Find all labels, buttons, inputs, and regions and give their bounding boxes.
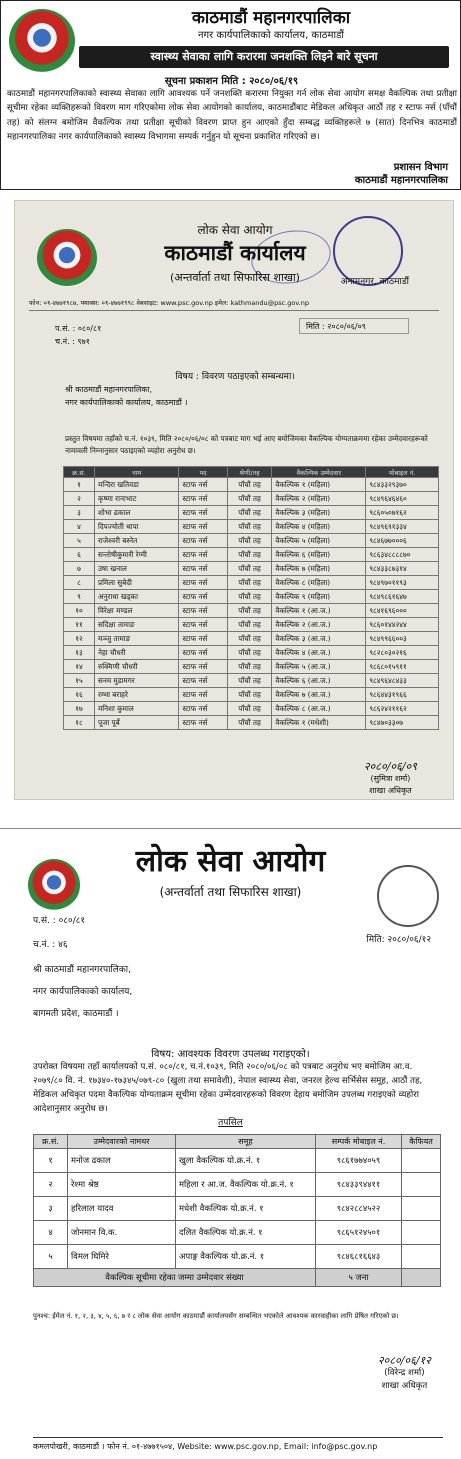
notice-title: काठमाडौं महानगरपालिका: [191, 8, 351, 28]
table-cell: वैकल्पिक ६ (आ.ज.): [272, 674, 366, 688]
table-cell: ९८६२४२११६२: [366, 702, 439, 716]
signature-scribble: २०८०/०६/१२: [377, 1354, 431, 1367]
letter1-contact-line: फोन: ०१-४७७१९८७, फ्याक्स: ०१-४७७१९९८ वेबसाइट: www.psc.gov.np इमेल: kathmandu@psc.gov.np: [29, 298, 439, 311]
signature-scribble: २०८०/०६/०९: [363, 760, 417, 773]
table-cell: रम्भा बराहरे: [94, 688, 178, 702]
table-cell: वैकल्पिक १ (आ.ज.): [272, 604, 366, 618]
table-row: [64, 688, 439, 702]
table-cell: मञ्जु तामाङ: [94, 632, 178, 646]
table-cell: पाँचौं तह: [227, 674, 272, 688]
table-cell: अनुराधा खड्का: [94, 590, 178, 604]
table-cell: ११: [64, 618, 95, 632]
table-cell: स्टाफ नर्स: [179, 506, 227, 520]
table-header: उम्मेदवारको नामथर: [68, 1135, 176, 1149]
table-cell: ९८४९८६१६४७: [366, 590, 439, 604]
table-cell: ९८४९६४६४६०: [366, 492, 439, 506]
letter2-branch: (अन्तर्वार्ता तथा सिफारिस शाखा): [159, 885, 302, 899]
table-cell: सदिक्षा तामाङ: [94, 618, 178, 632]
table-cell: दिपज्योती थापा: [94, 520, 178, 534]
table-row: [64, 548, 439, 562]
table-cell: १: [64, 478, 95, 492]
table-cell: ९८२८०३०२१६: [366, 646, 439, 660]
table-cell: ९८४९६४८४३३: [366, 674, 439, 688]
table-cell: १३: [64, 646, 95, 660]
table-row: [64, 478, 439, 492]
table-cell: पाँचौं तह: [227, 576, 272, 590]
table-cell: अपाङ्ग वैकल्पिक यो.क्र.नं. १: [176, 1245, 316, 1269]
table-row: [64, 632, 439, 646]
table-cell: स्टाफ नर्स: [179, 562, 227, 576]
table-cell: पाँचौं तह: [227, 492, 272, 506]
letter2-sign-title: शाखा अधिकृत: [381, 1381, 428, 1391]
table-cell: पाँचौं तह: [227, 632, 272, 646]
table-cell: वैकल्पिक १ (महिला): [272, 478, 366, 492]
table-row: [64, 520, 439, 534]
table-cell: पाँचौं तह: [227, 506, 272, 520]
table-cell: [402, 1221, 441, 1245]
public-notice: [0, 0, 461, 190]
table-cell: रेश्मा श्रेष्ठ: [68, 1173, 176, 1197]
table-row: [64, 716, 439, 730]
table-header: नाम: [94, 467, 178, 478]
letter1-sign-name: (सुमित्रा शर्मा): [370, 774, 411, 783]
table-cell: वैकल्पिक ५ (महिला): [272, 534, 366, 548]
table-cell: १४: [64, 660, 95, 674]
table-cell: ९८६३४८८८८७०: [366, 548, 439, 562]
letter2-subject: विषय: आवश्यक विवरण उपलब्ध गराइएको।: [151, 1049, 310, 1060]
table-cell: रुक्मिणी चौधरी: [94, 660, 178, 674]
letter1-office-title: काठमाडौं कार्यालय: [164, 241, 306, 265]
letter2-title: लोक सेवा आयोग: [135, 844, 326, 879]
table-cell: वैकल्पिक ५ (आ.ज.): [272, 660, 366, 674]
table-cell: [402, 1149, 441, 1173]
notice-sign-dept: प्रशासन विभाग: [393, 162, 448, 173]
notice-banner: स्वास्थ्य सेवाका लागि करारमा जनशक्ति लिइने बारे सूचना: [79, 46, 449, 68]
table-row: [64, 534, 439, 548]
table-row: [64, 562, 439, 576]
table-cell: वैकल्पिक ७ (आ.ज.): [272, 688, 366, 702]
table-cell: वैकल्पिक ४ (महिला): [272, 520, 366, 534]
table-cell: स्टाफ नर्स: [179, 674, 227, 688]
table-header: कैफियत: [402, 1135, 441, 1149]
table-row: [64, 618, 439, 632]
table-cell: १५: [64, 674, 95, 688]
letter1-signature: [364, 761, 417, 797]
table-row: [34, 1245, 441, 1269]
table-cell: स्टाफ नर्स: [179, 702, 227, 716]
table-cell: ३: [64, 506, 95, 520]
table-cell: ५: [64, 534, 95, 548]
table-cell: ९८४९६९१३३४: [366, 520, 439, 534]
table-cell: स्टाफ नर्स: [179, 604, 227, 618]
table-cell: नेहा चौधरी: [94, 646, 178, 660]
table-cell: ९८६५१२४५०१: [316, 1221, 402, 1245]
table-header-row: [34, 1135, 441, 1149]
table-cell: वैकल्पिक ८ (महिला): [272, 576, 366, 590]
table-cell: शोभा ढकाल: [94, 506, 178, 520]
table-header: क्र.सं.: [34, 1135, 68, 1149]
table-row: [64, 492, 439, 506]
table-cell: मन्दिरा खतिवडा: [94, 478, 178, 492]
table-header: सम्पर्क मोबाइल नं.: [316, 1135, 402, 1149]
table-cell: वैकल्पिक ४ (आ.ज.): [272, 646, 366, 660]
notice-sign-org: काठमाडौं महानगरपालिका: [354, 175, 448, 186]
table-header: वैकल्पिक उम्मेदवार: [272, 467, 366, 478]
notice-body: काठमाडौं महानगरपालिकाको स्वास्थ्य सेवाका लागि आवश्यक पर्ने जनशक्ति करारमा नियुक्त गर्न लोक सेवा आयोग समक्ष वैकल्पिक तथा प्रतीक्षा सूचीमा रहेका व्यक्तिहरूको विवरण माग गरिएकोमा लोक सेवा आयोगको कार्यालय, काठमाडौंबाट मेडिकल अधिकृत आठौं तह र स्टाफ नर्स (पाँचौं तह) को संलग्न बमोजिम वैकल्पिक तथा प्रतीक्षा सूचीको विवरण प्राप्त हुन आएको हुँदा सम्बद्ध व्यक्तिहरूले ७ (सात) दिनभित्र काठमाडौं महानगरपालिका नगर कार्यपालिकाको स्वास्थ्य विभागमा सम्पर्क गर्नुहुन यो सूचना प्रकाशित गरिएको छ।: [7, 89, 457, 143]
table-cell: वैकल्पिक ९ (महिला): [272, 590, 366, 604]
footer-empty: [402, 1269, 441, 1287]
table-cell: ९८४२८८४५२२: [316, 1197, 402, 1221]
table-header: पद: [179, 467, 227, 478]
doctor-candidate-table: [33, 1134, 441, 1287]
table-cell: [402, 1245, 441, 1269]
table-cell: पाँचौं तह: [227, 562, 272, 576]
table-header: श्रेणी/तह: [227, 467, 272, 478]
table-row: [64, 646, 439, 660]
notice-subtitle: नगर कार्यपालिकाको कार्यालय, काठमाडौं: [197, 30, 345, 41]
table-cell: ९८४९९६६००३: [366, 632, 439, 646]
table-cell: प्रमिला सुबेदी: [94, 576, 178, 590]
table-cell: विमल घिमिरे: [68, 1245, 176, 1269]
letter1-to-line: श्री काठमाडौं महानगरपालिका,: [65, 385, 153, 394]
table-row: [64, 590, 439, 604]
table-cell: वैकल्पिक २ (महिला): [272, 492, 366, 506]
table-cell: हरिलाल यादव: [68, 1197, 176, 1221]
table-cell: स्टाफ नर्स: [179, 716, 227, 730]
letter2-to-line: नगर कार्यपालिकाको कार्यालय,: [33, 987, 133, 997]
candidate-table: [63, 466, 439, 730]
table-cell: पूजा पूर्बे: [94, 716, 178, 730]
table-cell: राजेश्वरी बस्नेत: [94, 534, 178, 548]
letter2-to-line: बागमती प्रदेश, काठमाडौं ।: [33, 1009, 119, 1019]
letter1-header-top: लोक सेवा आयोग: [197, 223, 273, 237]
table-cell: ३: [34, 1197, 68, 1221]
table-cell: वैकल्पिक ३ (आ.ज.): [272, 632, 366, 646]
footer-label: वैकल्पिक सूचीमा रहेका जम्मा उम्मेदवार संख्या: [34, 1269, 316, 1287]
letter1-to-line: नगर कार्यपालिकाको कार्यालय, काठमाडौं ।: [65, 398, 188, 407]
government-emblem-icon: [9, 9, 75, 73]
letter2-ps: प.सं. : ०८०/८१: [33, 916, 86, 926]
table-cell: पाँचौं तह: [227, 660, 272, 674]
table-header-row: [64, 467, 439, 478]
table-header: समूह: [176, 1135, 316, 1149]
letter2-note: पुनश्च: ईमेल नं. १, २, ३, ४, ५, ६, ७ र ८ लोक सेवा आयोग काठमाडौं कार्यालयसँग सम्बन्धित भएकोले आवश्यक कारवाहीका लागि प्रेषित गरिएको छ।: [33, 1312, 399, 1320]
table-cell: ९८४१६९६०००: [366, 604, 439, 618]
letter2-tapsil: तपसिल: [218, 1118, 243, 1128]
table-cell: स्टाफ नर्स: [179, 646, 227, 660]
table-cell: ९: [64, 590, 95, 604]
table-cell: ९८४६८१६६४३: [316, 1245, 402, 1269]
table-cell: वैकल्पिक २ (आ.ज.): [272, 618, 366, 632]
letter2-chn: च.नं. : ४६: [33, 940, 68, 950]
table-cell: स्टाफ नर्स: [179, 590, 227, 604]
table-cell: स्टाफ नर्स: [179, 688, 227, 702]
table-header: मोबाइल नं.: [366, 467, 439, 478]
letter1-location: अनामनगर, काठमाडौं: [340, 277, 409, 287]
letter1-branch: (अन्तर्वार्ता तथा सिफारिस शाखा): [170, 271, 300, 284]
table-header: क्र.सं.: [64, 467, 95, 478]
table-cell: पाँचौं तह: [227, 520, 272, 534]
table-cell: १: [34, 1149, 68, 1173]
table-cell: २: [34, 1173, 68, 1197]
table-cell: पाँचौं तह: [227, 478, 272, 492]
letter1-chn: च.नं. : ९७१: [55, 337, 90, 346]
letter1-recipient: [65, 383, 187, 409]
psc-letter-2: [0, 828, 461, 1459]
letter1-sign-title: शाखा अधिकृत: [369, 786, 412, 795]
table-cell: ९८४३३२९३७०: [366, 478, 439, 492]
table-row: [34, 1221, 441, 1245]
table-cell: ९८४९७०११९३: [366, 576, 439, 590]
table-cell: १०: [64, 604, 95, 618]
table-row: [64, 604, 439, 618]
table-cell: मनिशा कुमाल: [94, 702, 178, 716]
table-cell: ९८६४४३१९६६: [366, 688, 439, 702]
table-cell: ९८४३३९४४११: [316, 1173, 402, 1197]
table-row: [64, 576, 439, 590]
table-cell: पाँचौं तह: [227, 702, 272, 716]
table-cell: ९८६८०१५९११: [366, 660, 439, 674]
table-cell: २: [64, 492, 95, 506]
table-cell: स्टाफ नर्स: [179, 660, 227, 674]
table-row: [34, 1149, 441, 1173]
table-cell: सनम मुडामगर: [94, 674, 178, 688]
table-row: [34, 1173, 441, 1197]
table-cell: ४: [64, 520, 95, 534]
letter1-paragraph: प्रस्तुत विषयमा तहाँको च.नं. १०३९, मिति २०८०/०६/०८ को पत्रबाट माग भई आए बमोजिमका वैकल्पिक योग्यताक्रममा रहेका उम्मेदवारहरूको नामावली निम्नानुसार पठाइएको व्यहोरा अनुरोध छ।: [65, 434, 428, 455]
table-cell: पाँचौं तह: [227, 548, 272, 562]
table-cell: विरेक्षा मण्डल: [94, 604, 178, 618]
table-cell: ९८६०१४४२४४: [366, 618, 439, 632]
letter1-ps: प.सं. : ०८०/८१: [55, 324, 102, 333]
table-row: [64, 702, 439, 716]
table-cell: दलित वैकल्पिक यो.क्र.नं. १: [176, 1221, 316, 1245]
letter2-sign-name: (विरेन्द्र शर्मा): [384, 1368, 425, 1378]
table-cell: ९८६१७७४०५९: [316, 1149, 402, 1173]
table-cell: [402, 1197, 441, 1221]
table-cell: पाँचौं तह: [227, 688, 272, 702]
table-row: [64, 506, 439, 520]
table-cell: ८: [64, 576, 95, 590]
table-cell: उषा खनाल: [94, 562, 178, 576]
letter2-paragraph: उपरोक्त विषयमा तहाँ कार्यालयको प.सं. ०८०/८१, च.नं.१०३९, मिति २०८०/०६/०८ को पत्रबाट अनुरोध भए बमोजिम आ.व. २०७९/८० वि. नं. १७३४०-१७३४५/०७९-८० (खुला तथा समावेशी), नेपाल स्वास्थ्य सेवा, जनरल हेल्थ सर्भिसेस समूह, आठौं तह, मेडिकल अधिकृत पदमा वैकल्पिक योग्यताक्रम सूचीमा रहेका उम्मेदवारहरूको विवरण देहाय बमोजिम उपलब्ध गराइएको व्यहोरा आदेशानुसार अनुरोध छ।: [33, 1062, 423, 1114]
letter2-date: मिति: २०८०/०६/१२: [366, 935, 431, 945]
table-cell: महिला र आ.ज. वैकल्पिक यो.क्र.नं. १: [176, 1173, 316, 1197]
table-cell: [402, 1173, 441, 1197]
table-cell: ६: [64, 548, 95, 562]
table-cell: वैकल्पिक १ (मधेशी): [272, 716, 366, 730]
notice-publish-date: सूचना प्रकाशन मिति : २०८०/०६/१९: [164, 76, 299, 87]
table-cell: वैकल्पिक ८ (आ.ज.): [272, 702, 366, 716]
table-footer-row: [34, 1269, 441, 1287]
table-cell: खुला वैकल्पिक यो.क्र.नं. १: [176, 1149, 316, 1173]
table-cell: ९८४७०३३०७: [366, 716, 439, 730]
table-cell: ९८४३३८७३१४: [366, 562, 439, 576]
table-cell: ७: [64, 562, 95, 576]
footer-value: ५ जना: [316, 1269, 402, 1287]
table-cell: वैकल्पिक ७ (महिला): [272, 562, 366, 576]
table-row: [34, 1197, 441, 1221]
table-cell: ९८६०५०७१६२: [366, 506, 439, 520]
table-cell: १८: [64, 716, 95, 730]
table-cell: जोनमान वि.क.: [68, 1221, 176, 1245]
letter2-signature: [378, 1354, 431, 1393]
table-cell: १६: [64, 688, 95, 702]
letter2-footer: कमलपोखरी, काठमाडौं । फोन नं. ०१-४७७१५०४, Website: www.psc.gov.np, Email: info@psc.gov.np: [33, 1437, 443, 1452]
table-cell: स्टाफ नर्स: [179, 618, 227, 632]
psc-letter-1: [14, 200, 454, 800]
table-cell: पाँचौं तह: [227, 604, 272, 618]
table-cell: पाँचौं तह: [227, 646, 272, 660]
table-cell: स्टाफ नर्स: [179, 520, 227, 534]
table-cell: पाँचौं तह: [227, 534, 272, 548]
table-cell: स्टाफ नर्स: [179, 632, 227, 646]
table-cell: १२: [64, 632, 95, 646]
table-row: [64, 660, 439, 674]
letter2-recipient: [33, 959, 132, 1025]
letter2-to-line: श्री काठमाडौं महानगरपालिका,: [33, 965, 131, 975]
table-cell: सन्तोषीकुमारी रेग्मी: [94, 548, 178, 562]
table-cell: पाँचौं तह: [227, 590, 272, 604]
table-row: [64, 674, 439, 688]
table-cell: ४: [34, 1221, 68, 1245]
table-cell: पाँचौं तह: [227, 716, 272, 730]
letter1-subject: विषय : विवरण पठाइएको सम्बन्धमा।: [175, 372, 295, 382]
table-cell: मनोज ढकाल: [68, 1149, 176, 1173]
table-cell: स्टाफ नर्स: [179, 492, 227, 506]
table-cell: स्टाफ नर्स: [179, 576, 227, 590]
table-cell: स्टाफ नर्स: [179, 534, 227, 548]
table-cell: ५: [34, 1245, 68, 1269]
table-cell: वैकल्पिक ३ (महिला): [272, 506, 366, 520]
table-cell: स्टाफ नर्स: [179, 548, 227, 562]
notice-signature: [355, 161, 448, 187]
table-cell: वैकल्पिक ६ (महिला): [272, 548, 366, 562]
table-cell: पाँचौं तह: [227, 618, 272, 632]
table-cell: ९८४६७७०००६: [366, 534, 439, 548]
table-cell: १७: [64, 702, 95, 716]
table-cell: कृष्णा रानाभाट: [94, 492, 178, 506]
table-cell: स्टाफ नर्स: [179, 478, 227, 492]
table-cell: मधेशी वैकल्पिक यो.क्र.नं. १: [176, 1197, 316, 1221]
letter1-date: मिति : २०८०/०६/०९: [299, 318, 409, 334]
